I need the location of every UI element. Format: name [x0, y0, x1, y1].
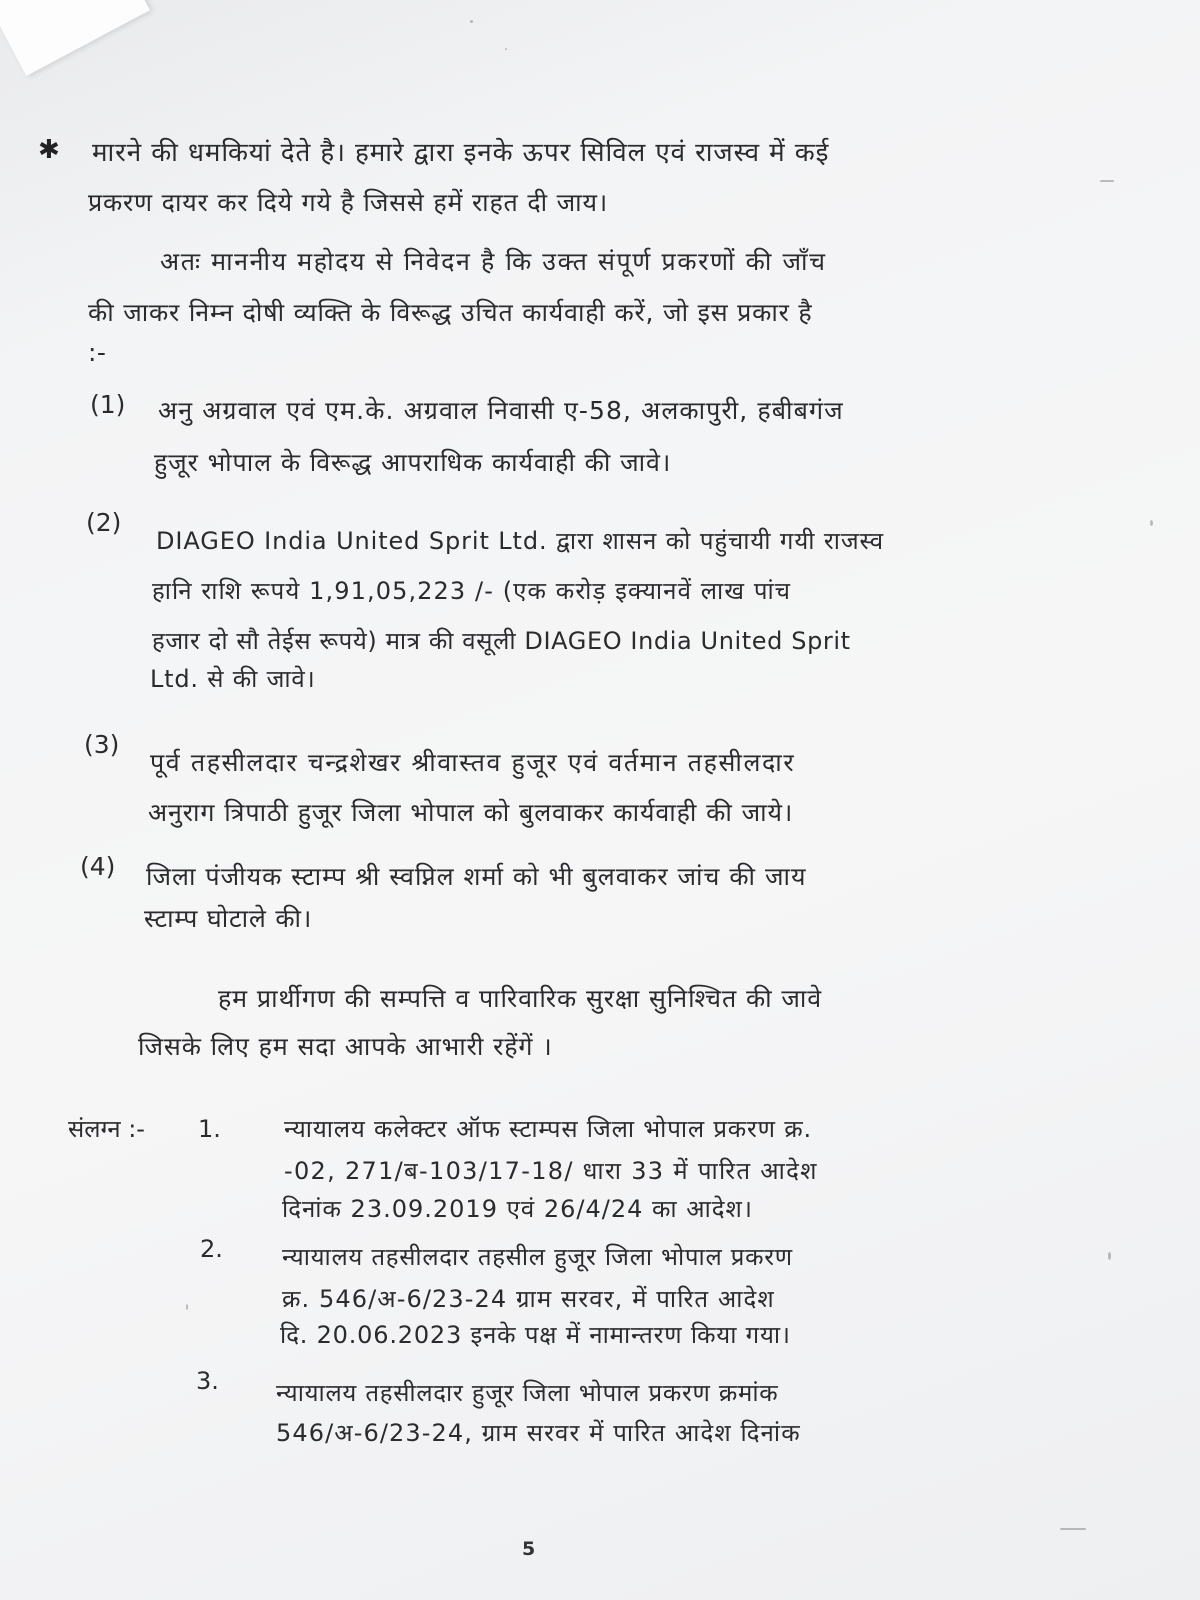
para2-line2: की जाकर निम्न दोषी व्यक्ति के विरूद्ध उचित कार्यवाही करें, जो इस प्रकार है — [88, 298, 813, 327]
point-line: पूर्व तहसीलदार चन्द्रशेखर श्रीवास्तव हुजूर एवं वर्तमान तहसीलदार — [150, 748, 796, 777]
enclosure-number: 1. — [198, 1115, 221, 1143]
para1-line2: प्रकरण दायर कर दिये गये है जिससे हमें राहत दी जाय। — [88, 188, 609, 217]
para3-line1: हम प्रार्थीगण की सम्पत्ति व पारिवारिक सुरक्षा सुनिश्चित की जावे — [218, 984, 823, 1013]
point-line: हानि राशि रूपये 1,91,05,223 /- (एक करोड़ इक्यानवें लाख पांच — [152, 577, 792, 605]
point-line: Ltd. से की जावे। — [150, 665, 316, 693]
enclosure-number: 2. — [200, 1235, 223, 1263]
scan-speck — [186, 1304, 188, 1310]
para2-line1: अतः माननीय महोदय से निवेदन है कि उक्त संपूर्ण प्रकरणों की जाँच — [160, 247, 827, 276]
scan-speck — [505, 48, 507, 50]
enclosure-line: न्यायालय तहसीलदार तहसील हुजूर जिला भोपाल प्रकरण — [282, 1243, 793, 1271]
enclosure-line: दि. 20.06.2023 इनके पक्ष में नामान्तरण किया गया। — [280, 1321, 791, 1349]
point-line: हजार दो सौ तेईस रूपये) मात्र की वसूली DIAGEO India United Sprit — [152, 627, 851, 655]
enclosure-line: दिनांक 23.09.2019 एवं 26/4/24 का आदेश। — [282, 1195, 753, 1223]
point-line: अनु अग्रवाल एवं एम.के. अग्रवाल निवासी ए-58, अलकापुरी, हबीबगंज — [158, 396, 844, 425]
margin-mark: ✱ — [38, 135, 60, 165]
scan-speck — [1150, 520, 1153, 526]
point-line: जिला पंजीयक स्टाम्प श्री स्वप्निल शर्मा को भी बुलवाकर जांच की जाय — [146, 862, 807, 891]
scan-speck — [1100, 180, 1114, 182]
para3-line2: जिसके लिए हम सदा आपके आभारी रहेंगें । — [138, 1032, 553, 1061]
enclosures-label: संलग्न :- — [68, 1115, 145, 1143]
enclosure-line: 546/अ-6/23-24, ग्राम सरवर में पारित आदेश दिनांक — [276, 1419, 801, 1447]
point-line: DIAGEO India United Sprit Ltd. द्वारा शासन को पहुंचायी गयी राजस्व — [156, 527, 885, 555]
para2-line3: :- — [88, 338, 107, 367]
enclosure-line: न्यायालय तहसीलदार हुजूर जिला भोपाल प्रकरण क्रमांक — [276, 1379, 779, 1407]
point-number: (3) — [84, 730, 120, 759]
point-line: स्टाम्प घोटाले की। — [144, 904, 313, 933]
enclosure-line: क्र. 546/अ-6/23-24 ग्राम सरवर, में पारित आदेश — [282, 1285, 775, 1313]
enclosure-line: न्यायालय कलेक्टर ऑफ स्टाम्पस जिला भोपाल प्रकरण क्र. — [284, 1115, 812, 1143]
page-number: 5 — [522, 1538, 536, 1560]
scan-speck — [1060, 1528, 1086, 1530]
point-number: (2) — [86, 508, 122, 537]
point-line: हुजूर भोपाल के विरूद्ध आपराधिक कार्यवाही की जावे। — [154, 448, 672, 477]
point-number: (1) — [90, 390, 126, 419]
scan-speck — [1108, 1252, 1111, 1260]
folded-corner — [0, 0, 150, 76]
enclosure-line: -02, 271/ब-103/17-18/ धारा 33 में पारित आदेश — [284, 1157, 818, 1185]
enclosure-number: 3. — [196, 1367, 219, 1395]
point-number: (4) — [80, 852, 116, 881]
point-line: अनुराग त्रिपाठी हुजूर जिला भोपाल को बुलवाकर कार्यवाही की जाये। — [148, 798, 794, 827]
para1-line1: मारने की धमकियां देते है। हमारे द्वारा इनके ऊपर सिविल एवं राजस्व में कई — [92, 138, 830, 168]
scan-speck — [470, 20, 473, 23]
